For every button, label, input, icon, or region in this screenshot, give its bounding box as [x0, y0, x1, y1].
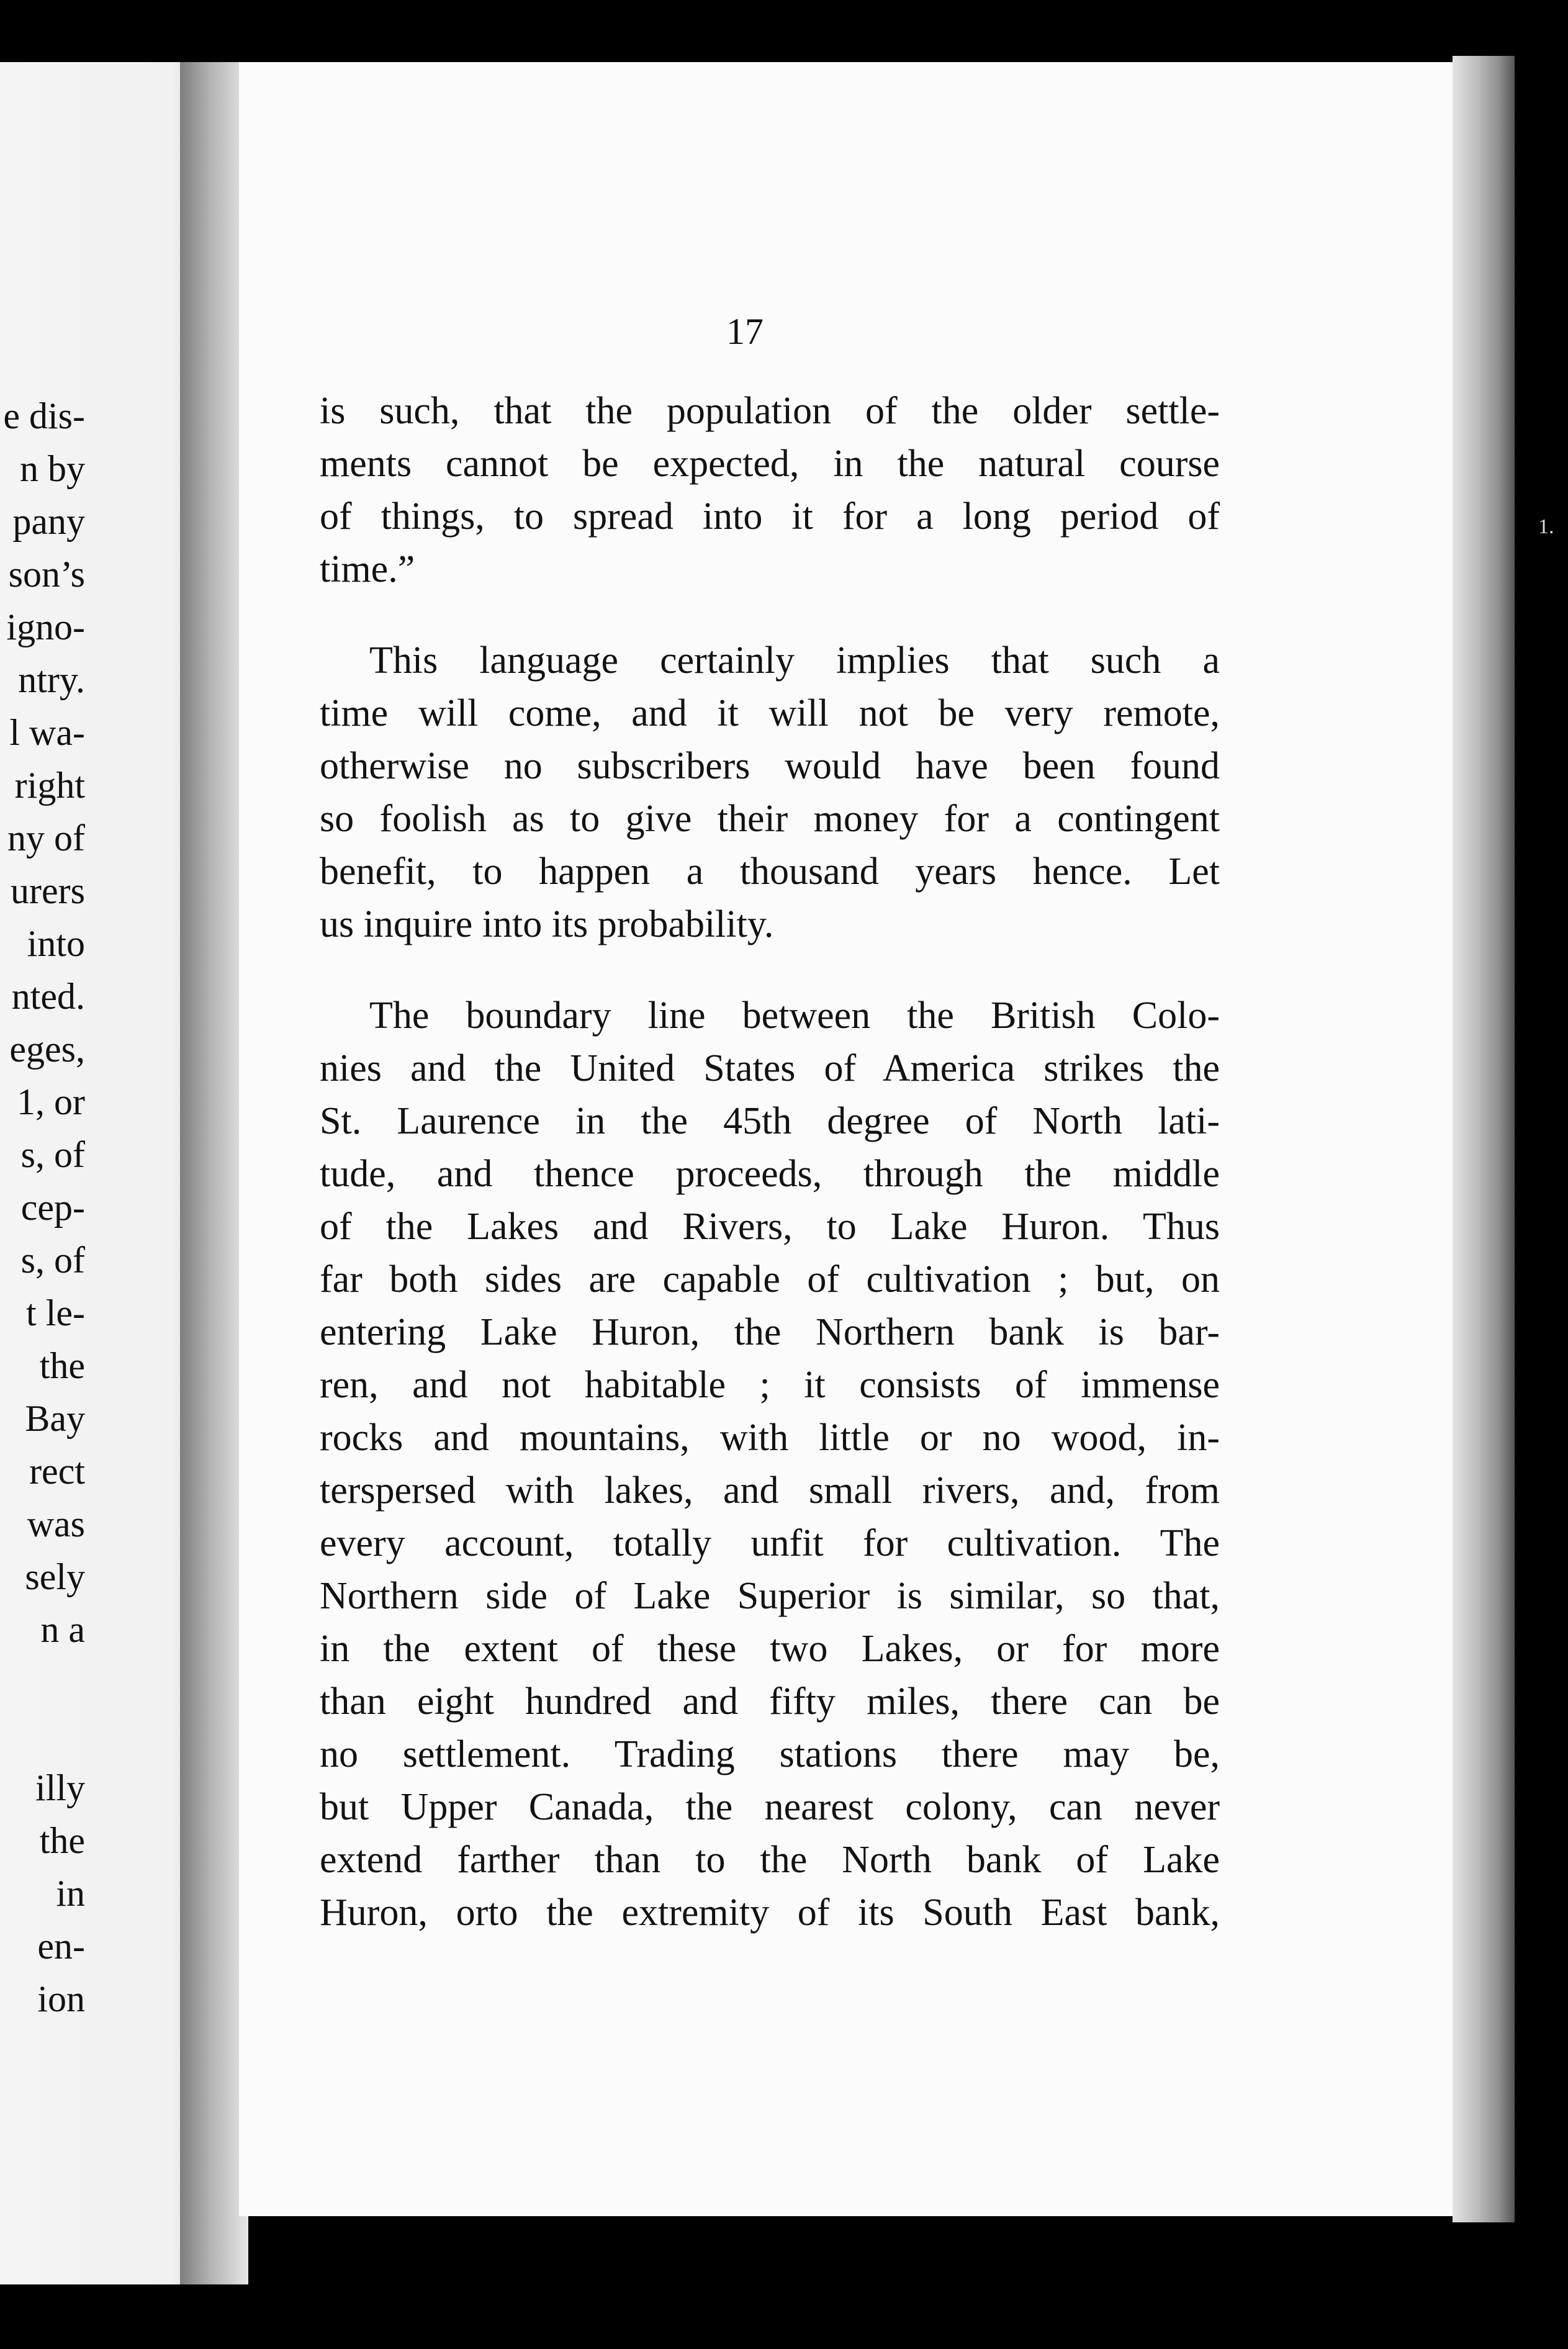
- text-line: of the Lakes and Rivers, to Lake Huron. Thus: [320, 1206, 1220, 1248]
- facing-page-fragment: n by: [20, 448, 85, 489]
- facing-page-fragment: en-: [37, 1926, 85, 1967]
- text-line: time will come, and it will not be very remote,: [320, 692, 1220, 734]
- facing-page-fragment: e dis-: [3, 395, 85, 436]
- body-text: [320, 385, 1220, 1939]
- text-line: tude, and thence proceeds, through the middle: [320, 1153, 1220, 1195]
- text-line: otherwise no subscribers would have been found: [320, 745, 1220, 787]
- text-line: time.”: [320, 548, 415, 590]
- text-line: us inquire into its probability.: [320, 903, 774, 945]
- facing-page-fragment: s, of: [20, 1134, 85, 1175]
- text-line: every account, totally unfit for cultivation. The: [320, 1522, 1220, 1564]
- facing-page-fragment: igno-: [6, 606, 85, 647]
- facing-page-fragment: n a: [40, 1609, 85, 1650]
- text-line: of things, to spread into it for a long period of: [320, 495, 1220, 538]
- text-line: ren, and not habitable ; it consists of immense: [320, 1364, 1220, 1406]
- page-edge-shadow: [1453, 56, 1515, 2222]
- text-line: entering Lake Huron, the Northern bank is bar-: [320, 1311, 1220, 1353]
- facing-page-fragment: t le-: [26, 1292, 85, 1333]
- text-line: but Upper Canada, the nearest colony, can never: [320, 1786, 1220, 1828]
- page-number: 17: [726, 311, 764, 352]
- facing-page-fragment: Bay: [25, 1398, 85, 1439]
- paragraph: [320, 385, 1220, 596]
- text-line: far both sides are capable of cultivation ; but, on: [320, 1258, 1220, 1301]
- text-line: extend farther than to the North bank of Lake: [320, 1839, 1220, 1881]
- facing-page-fragment: illy: [35, 1767, 85, 1808]
- facing-page-fragment: the: [39, 1345, 85, 1386]
- facing-page-fragment: the: [39, 1820, 85, 1861]
- text-line: ments cannot be expected, in the natural course: [320, 443, 1220, 485]
- text-line: is such, that the population of the older settle-: [320, 390, 1220, 432]
- page-edge-mark: 1.: [1538, 515, 1554, 538]
- facing-page-fragment: l wa-: [9, 712, 85, 753]
- facing-page-fragment: son’s: [8, 554, 85, 595]
- text-line: no settlement. Trading stations there may be,: [320, 1733, 1220, 1775]
- paragraph: [320, 990, 1220, 1939]
- facing-page-fragment: pany: [12, 501, 85, 542]
- text-line: The boundary line between the British Colo-: [369, 994, 1220, 1037]
- facing-page-fragment: urers: [11, 870, 85, 911]
- facing-page-fragment: cep-: [20, 1187, 85, 1228]
- facing-page-fragment: 1, or: [17, 1081, 85, 1122]
- facing-page-fragment: into: [27, 923, 85, 964]
- paragraph: [320, 634, 1220, 951]
- text-line: in the extent of these two Lakes, or for more: [320, 1628, 1220, 1670]
- facing-page-fragment: ion: [37, 1978, 85, 2019]
- text-line: than eight hundred and fifty miles, there can be: [320, 1680, 1220, 1723]
- facing-page-fragment: rect: [29, 1451, 85, 1492]
- text-line: terspersed with lakes, and small rivers, and, from: [320, 1469, 1220, 1512]
- text-line: St. Laurence in the 45th degree of North lati-: [320, 1100, 1220, 1142]
- facing-page-fragment: nted.: [11, 976, 85, 1017]
- text-line: Huron, orto the extremity of its South East bank,: [320, 1891, 1220, 1934]
- text-line: nies and the United States of America strikes the: [320, 1047, 1220, 1089]
- facing-page-fragment: in: [56, 1873, 85, 1914]
- text-line: Northern side of Lake Superior is similar, so that,: [320, 1575, 1220, 1617]
- text-line: rocks and mountains, with little or no wood, in-: [320, 1417, 1220, 1459]
- facing-page-fragment: ntry.: [18, 659, 85, 700]
- facing-page-fragment: right: [14, 765, 85, 806]
- facing-page-fragment: was: [27, 1504, 85, 1544]
- facing-page-fragment: eges,: [9, 1029, 85, 1070]
- facing-page-fragment: s, of: [20, 1240, 85, 1281]
- text-line: so foolish as to give their money for a contingent: [320, 798, 1220, 840]
- facing-page-fragment: ny of: [7, 818, 85, 859]
- text-line: This language certainly implies that such a: [369, 639, 1220, 682]
- facing-page-fragment: sely: [25, 1556, 85, 1597]
- text-line: benefit, to happen a thousand years hence. Let: [320, 850, 1220, 893]
- book-gutter-shadow: [180, 62, 248, 2284]
